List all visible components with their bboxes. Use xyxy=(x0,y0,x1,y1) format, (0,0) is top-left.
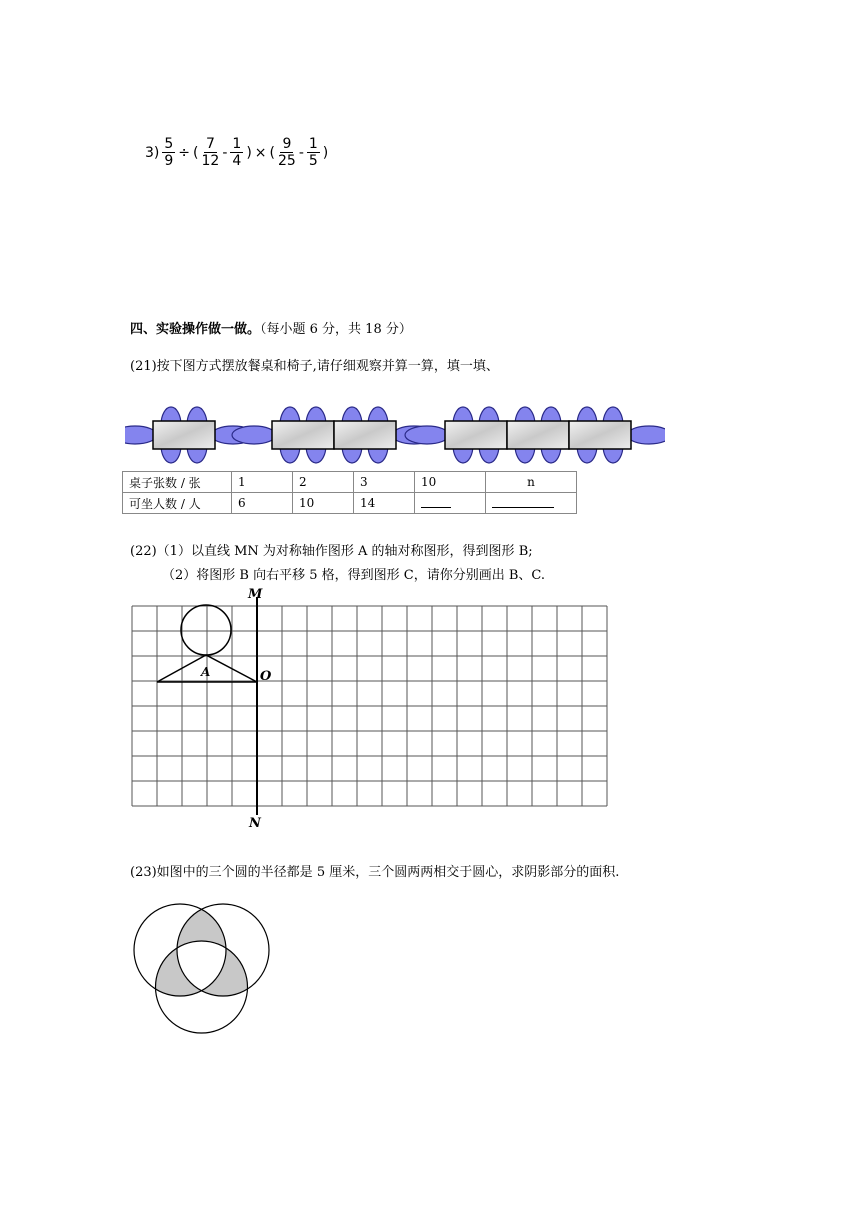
seating-table xyxy=(122,471,577,514)
right-paren: ) xyxy=(246,144,252,161)
q3-prefix: 3) xyxy=(145,144,160,161)
q22-line-1: (22)（1）以直线 MN 为对称轴作图形 A 的轴对称图形，得到图形 B; xyxy=(130,544,533,559)
q23-text: (23)如图中的三个圆的半径都是 5 厘米，三个圆两两相交于圆心，求阴影部分的面积. xyxy=(130,865,620,880)
fraction-1-5: $\frac{1}{5}$ xyxy=(308,136,318,169)
chair xyxy=(627,426,665,444)
label-a: A xyxy=(201,665,211,679)
section-score-note: （每小题 6 分，共 18 分） xyxy=(260,322,412,337)
dining-table xyxy=(569,421,631,449)
dining-table xyxy=(272,421,334,449)
row-label-tables: 桌子张数 / 张 xyxy=(123,472,232,493)
left-paren: ( xyxy=(193,144,199,161)
cell: n xyxy=(486,472,577,493)
label-o: O xyxy=(260,669,272,684)
right-paren-2: ) xyxy=(322,144,329,161)
q3-expression xyxy=(145,136,328,169)
cell: 2 xyxy=(293,472,354,493)
table-row xyxy=(123,472,577,493)
label-n: N xyxy=(249,816,261,831)
dining-table xyxy=(445,421,507,449)
three-circles-figure xyxy=(125,898,285,1038)
answer-blank-n[interactable] xyxy=(486,493,577,514)
figure-a-circle xyxy=(181,605,231,655)
cell: 6 xyxy=(232,493,293,514)
fraction-5-9: $\frac{5}{9}$ xyxy=(164,136,174,169)
dining-table xyxy=(507,421,569,449)
minus-sign-2: - xyxy=(298,144,304,161)
cell: 14 xyxy=(354,493,415,514)
grid-figure xyxy=(120,585,620,835)
left-paren-2: ( xyxy=(269,144,275,161)
cell: 1 xyxy=(232,472,293,493)
q21-text: (21)按下图方式摆放餐桌和椅子,请仔细观察并算一算，填一填、 xyxy=(130,359,499,374)
cell: 3 xyxy=(354,472,415,493)
fraction-9-25: $\frac{9}{25}$ xyxy=(277,136,296,169)
dining-table xyxy=(153,421,215,449)
blank-line xyxy=(421,495,451,508)
dining-table xyxy=(334,421,396,449)
cell: 10 xyxy=(293,493,354,514)
section-title: 四、实验操作做一做。 xyxy=(130,322,261,337)
fraction-1-4: $\frac{1}{4}$ xyxy=(232,136,242,169)
chair xyxy=(405,426,449,444)
label-m: M xyxy=(248,587,263,602)
tables-chairs-figure xyxy=(125,402,665,468)
cell: 10 xyxy=(415,472,486,493)
chair xyxy=(232,426,276,444)
chair xyxy=(125,426,157,444)
blank-line xyxy=(492,495,554,508)
minus-sign: - xyxy=(222,144,228,161)
times-sign: × xyxy=(254,144,267,161)
fraction-7-12: $\frac{7}{12}$ xyxy=(201,136,220,169)
section-4-heading xyxy=(130,318,412,337)
table-row xyxy=(123,493,577,514)
answer-blank-10[interactable] xyxy=(415,493,486,514)
q22-line-2: （2）将图形 B 向右平移 5 格，得到图形 C，请你分别画出 B、C. xyxy=(162,568,546,583)
divide-sign: ÷ xyxy=(178,144,191,161)
row-label-people: 可坐人数 / 人 xyxy=(123,493,232,514)
